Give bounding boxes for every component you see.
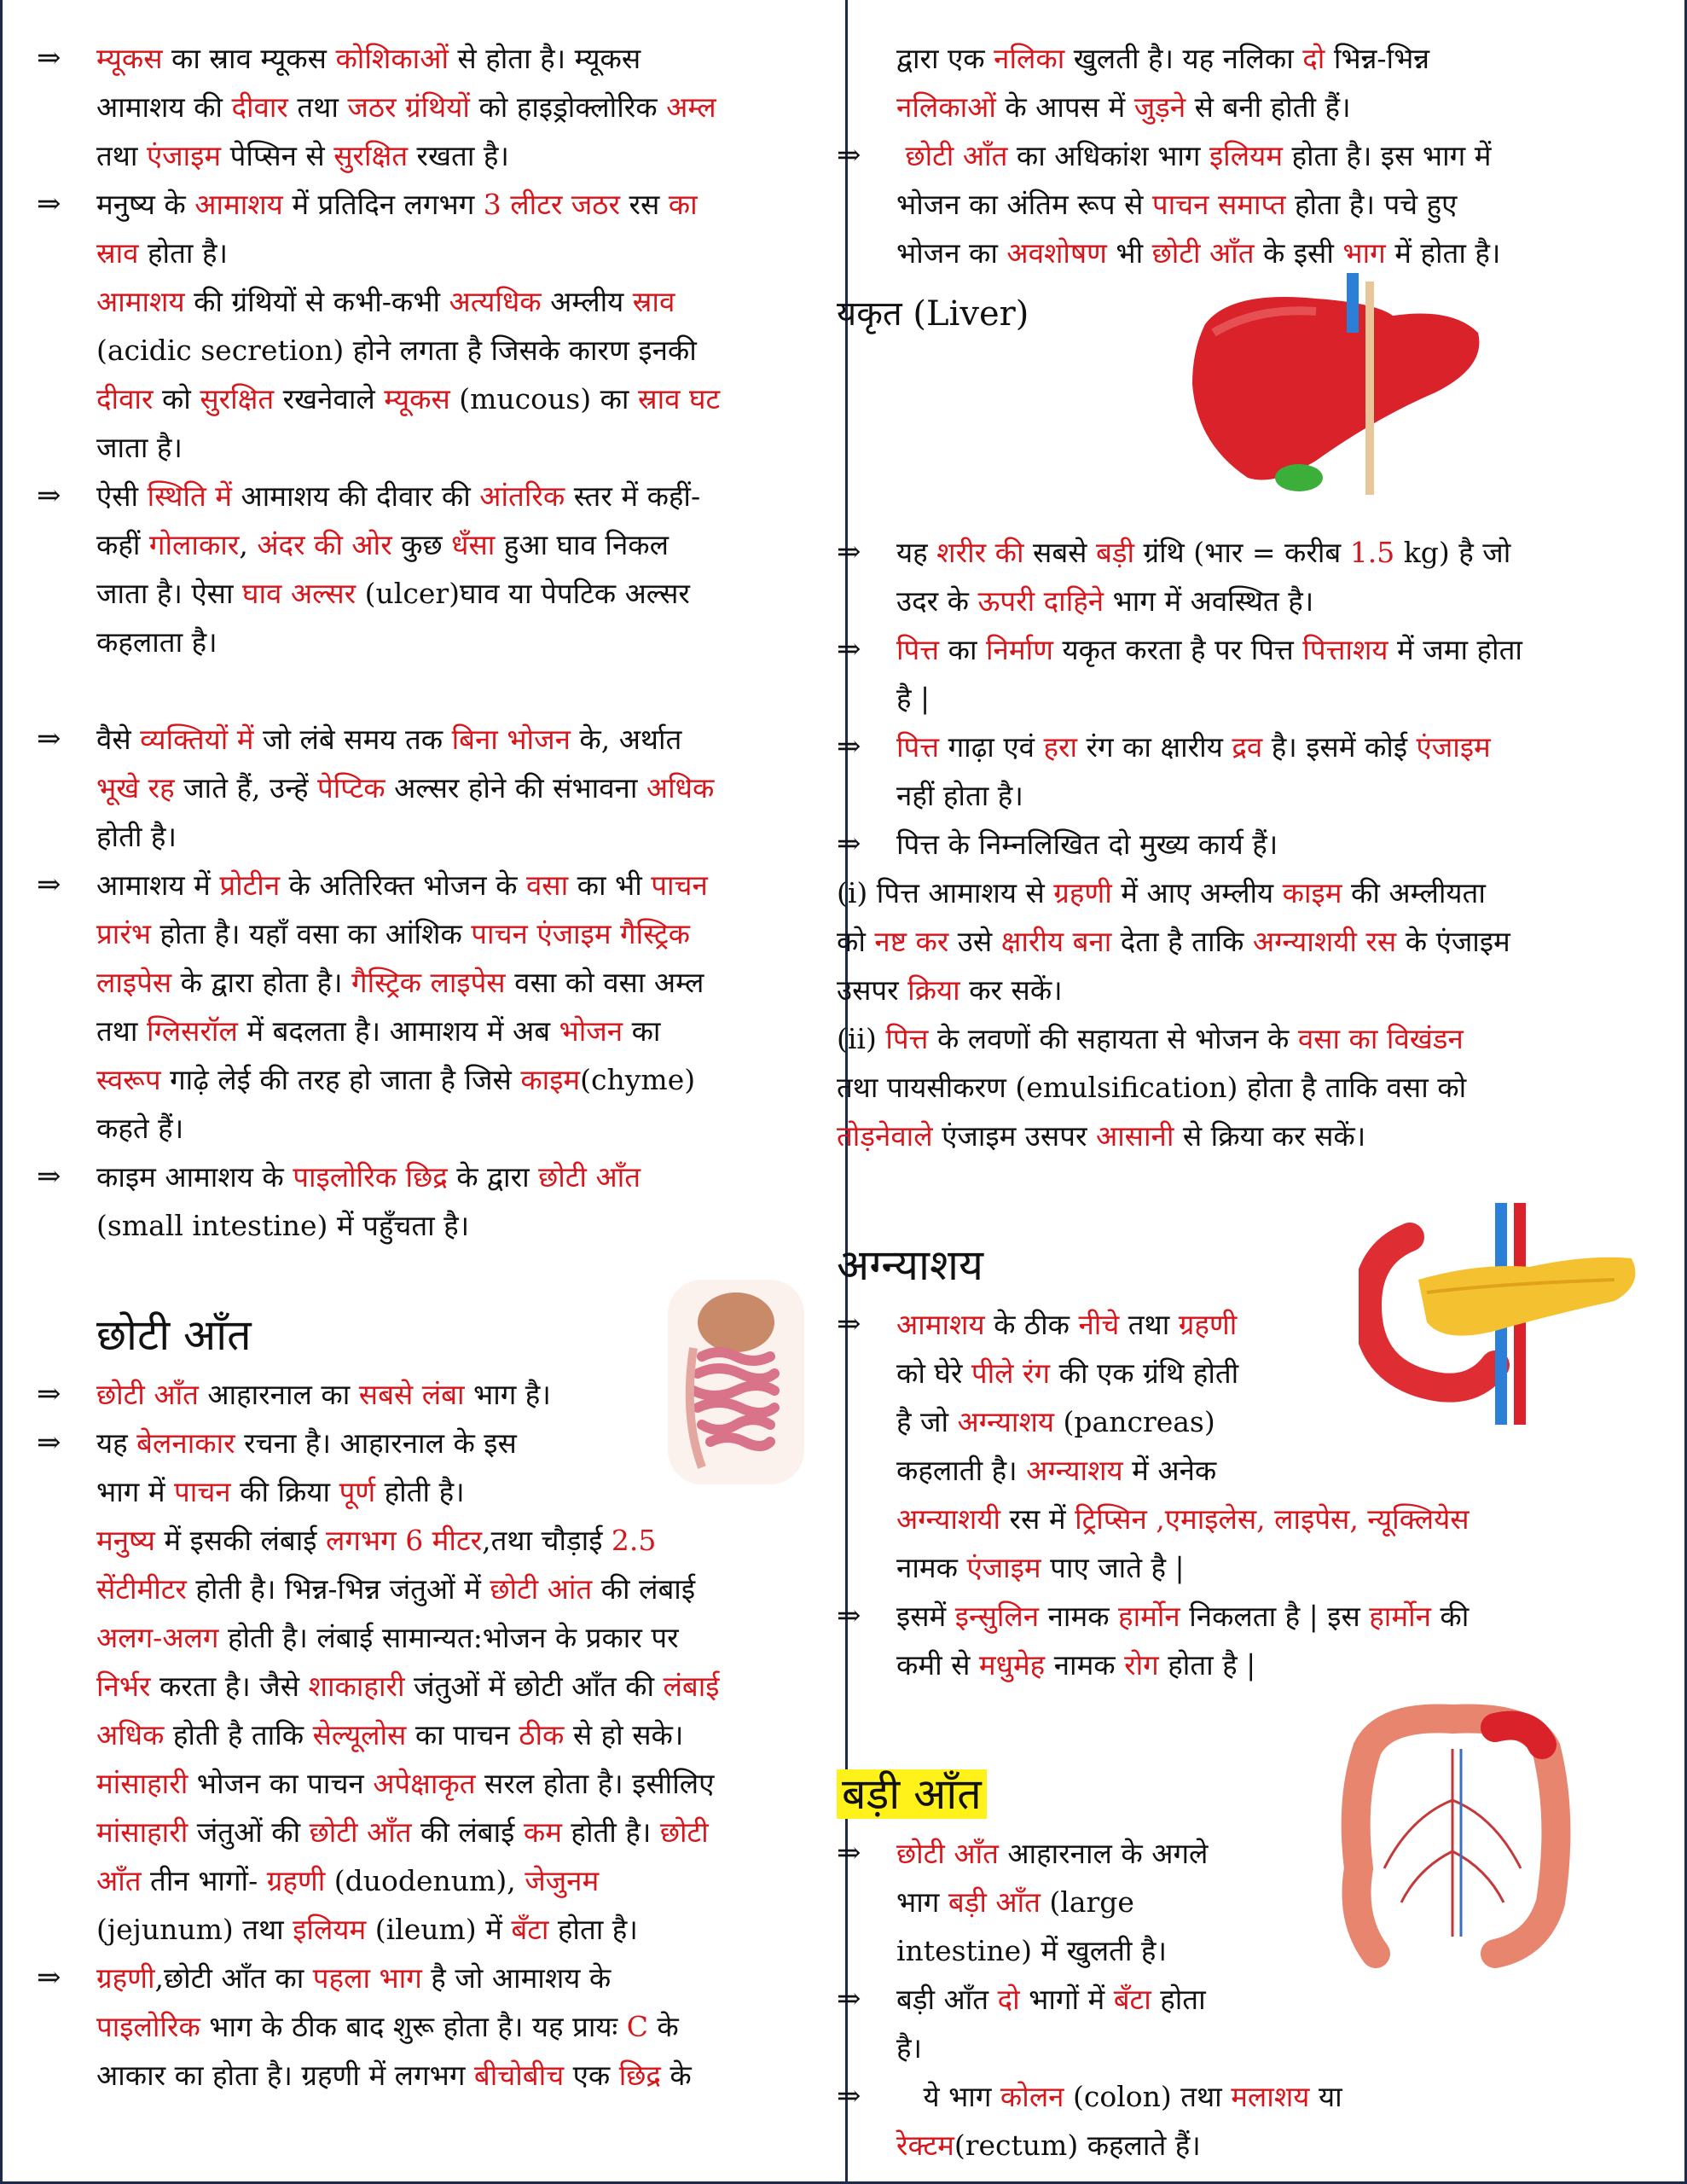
text-line: नहीं होता है।: [896, 779, 1023, 812]
text-line: अधिक होती है ताकि सेल्यूलोस का पाचन ठीक से हो सके।: [96, 1718, 684, 1751]
text-line: काइम आमाशय के पाइलोरिक छिद्र के द्वारा छोटी आँत: [96, 1160, 641, 1194]
text-line: आमाशय की ग्रंथियों से कभी-कभी अत्यधिक अम्लीय स्राव: [96, 285, 675, 318]
text-line: अग्न्याशयी रस में ट्रिप्सिन ,एमाइलेस, लाइपेस, न्यूक्लियेस: [896, 1502, 1470, 1536]
text-line: बड़ी आँत दो भागों में बँटा होता: [896, 1983, 1206, 2016]
double-arrow-icon: ⇒: [837, 632, 861, 666]
bullet-block: [37, 34, 813, 180]
text-line: मांसाहारी जंतुओं की छोटी आँत की लंबाई कम होती है। छोटी: [96, 1815, 709, 1849]
left-column: [37, 34, 813, 2100]
text-line: कहीं गोलाकार, अंदर की ओर कुछ धँसा हुआ घाव निकल: [96, 528, 670, 561]
text-line: पित्त का निर्माण यकृत करता है पर पित्त पित्ताशय में जमा होता: [896, 633, 1522, 666]
text-line: जाता है।: [96, 431, 183, 464]
double-arrow-icon: ⇒: [37, 1426, 61, 1460]
text-line: आँत तीन भागों- ग्रहणी (duodenum), जेजुनम: [96, 1864, 600, 1897]
text-line: उदर के ऊपरी दाहिने भाग में अवस्थित है।: [896, 584, 1314, 618]
double-arrow-icon: ⇒: [37, 1159, 61, 1194]
bullet-block: [37, 472, 813, 666]
pancreas-illustration: [1359, 1203, 1649, 1425]
section-heading-large-intestine: बड़ी आँत: [837, 1766, 1647, 1822]
text-line: अलग-अलग होती है। लंबाई सामान्यत:भोजन के प्रकार पर: [96, 1621, 679, 1654]
double-arrow-icon: ⇒: [37, 1377, 61, 1411]
text-line: है जो अग्न्याशय (pancreas): [896, 1405, 1215, 1438]
text-line: मांसाहारी भोजन का पाचन अपेक्षाकृत सरल होता है। इसीलिए: [96, 1767, 715, 1800]
text-line: द्वारा एक नलिका खुलती है। यह नलिका दो भिन्न-भिन्न: [896, 42, 1430, 75]
text-line: तोड़नेवाले एंजाइम उसपर आसानी से क्रिया कर सकें।: [837, 1119, 1366, 1153]
text-line: रेक्टम(rectum) कहलाते हैं।: [896, 2129, 1201, 2162]
text-line: है।: [896, 2031, 923, 2065]
bullet-block: [837, 1592, 1647, 1689]
text-line: आमाशय के ठीक नीचे तथा ग्रहणी: [896, 1308, 1238, 1341]
double-arrow-icon: ⇒: [37, 1960, 61, 1995]
text-line: intestine) में खुलती है।: [896, 1934, 1167, 1967]
text-line: तथा एंजाइम पेप्सिन से सुरक्षित रखता है।: [96, 139, 509, 172]
text-line: को नष्ट कर उसे क्षारीय बना देता है ताकि अग्न्याशयी रस के एंजाइम: [837, 925, 1510, 958]
text-line: वैसे व्यक्तियों में जो लंबे समय तक बिना भोजन के, अर्थात: [96, 723, 682, 756]
text-line: कमी से मधुमेह नामक रोग होता है |: [896, 1648, 1256, 1682]
text-line: भाग में पाचन की क्रिया पूर्ण होती है।: [96, 1475, 465, 1508]
double-arrow-icon: ⇒: [37, 41, 61, 75]
text-line: (jejunum) तथा इलियम (ileum) में बँटा होता है।: [96, 1913, 638, 1946]
text-line: कहलाता है।: [96, 625, 217, 659]
double-arrow-icon: ⇒: [837, 1836, 861, 1870]
text-line: लाइपेस के द्वारा होता है। गैस्ट्रिक लाइपेस वसा को वसा अम्ल: [96, 966, 704, 999]
text-line: कहलाती है। अग्न्याशय में अनेक: [896, 1454, 1217, 1487]
liver-illustration: [1180, 273, 1495, 503]
double-arrow-icon: ⇒: [37, 868, 61, 902]
text-line: आमाशय में प्रोटीन के अतिरिक्त भोजन के वसा का भी पाचन: [96, 868, 708, 902]
text-line: छोटी आँत का अधिकांश भाग इलियम होता है। इस भाग में: [905, 139, 1492, 172]
section-heading-pancreas: अग्न्याशय: [837, 1240, 983, 1290]
bullet-block: [37, 1954, 813, 2100]
small-intestine-illustration: [668, 1280, 804, 1484]
bullet-block: [837, 2072, 1647, 2169]
text-line: उसपर क्रिया कर सकें।: [837, 973, 1063, 1007]
double-arrow-icon: ⇒: [837, 1599, 861, 1633]
text-line: मनुष्य में इसकी लंबाई लगभग 6 मीटर,तथा चौड़ाई 2.5: [96, 1524, 657, 1557]
section-heading-liver: यकृत (Liver): [837, 294, 1029, 334]
bullet-block: [837, 723, 1647, 820]
double-arrow-icon: ⇒: [837, 138, 861, 172]
text-line: होती है।: [96, 820, 177, 853]
text-line: कहते हैं।: [96, 1112, 184, 1145]
text-line: (ii) पित्त के लवणों की सहायता से भोजन के वसा का विखंडन: [837, 1022, 1464, 1055]
text-line: (i) पित्त आमाशय से ग्रहणी में आए अम्लीय काइम की अम्लीयता: [837, 876, 1486, 909]
text-line: भाग बड़ी आँत (large: [896, 1885, 1134, 1919]
bullet-block: [37, 1153, 813, 1250]
double-arrow-icon: ⇒: [37, 479, 61, 513]
text-line: (small intestine) में पहुँचता है।: [96, 1209, 470, 1242]
double-arrow-icon: ⇒: [37, 187, 61, 221]
text-line: छोटी आँत आहारनाल के अगले: [896, 1837, 1209, 1870]
text-line: यह बेलनाकार रचना है। आहारनाल के इस: [96, 1426, 517, 1460]
text-line: स्राव होता है।: [96, 236, 228, 270]
section-heading-small-intestine: छोटी आँत: [96, 1310, 252, 1360]
text-line: पाइलोरिक भाग के ठीक बाद शुरू होता है। यह प्रायः C के: [96, 2010, 679, 2043]
bullet-block: [37, 861, 813, 1153]
text-line: सेंटीमीटर होती है। भिन्न-भिन्न जंतुओं में छोटी आंत की लंबाई: [96, 1572, 696, 1606]
text-line: नामक एंजाइम पाए जाते है |: [896, 1551, 1185, 1584]
text-line: आकार का होता है। ग्रहणी में लगभग बीचोबीच एक छिद्र के: [96, 2059, 692, 2092]
double-arrow-icon: ⇒: [837, 535, 861, 569]
text-line: को घेरे पीले रंग की एक ग्रंथि होती: [896, 1356, 1239, 1390]
text-line: नलिकाओं के आपस में जुड़ने से बनी होती हैं।: [896, 90, 1351, 124]
text-line: भोजन का अवशोषण भी छोटी आँत के इसी भाग में होता है।: [896, 236, 1501, 270]
double-arrow-icon: ⇒: [837, 2079, 861, 2113]
text-line: ग्रहणी,छोटी आँत का पहला भाग है जो आमाशय के: [96, 1961, 612, 1995]
text-line: तथा पायसीकरण (emulsification) होता है ताकि वसा को: [837, 1071, 1467, 1104]
text-line: दीवार को सुरक्षित रखनेवाले म्यूकस (mucous) का स्राव घट: [96, 382, 721, 415]
text-line: जाता है। ऐसा घाव अल्सर (ulcer)घाव या पेपटिक अल्सर: [96, 577, 690, 610]
continued-block: [896, 34, 1647, 131]
text-line: पित्त के निम्नलिखित दो मुख्य कार्य हैं।: [896, 828, 1278, 861]
large-intestine-illustration: [1325, 1698, 1580, 1971]
bullet-block: [37, 715, 813, 861]
text-line: छोटी आँत आहारनाल का सबसे लंबा भाग है।: [96, 1378, 551, 1411]
text-line: स्वरूप गाढ़े लेई की तरह हो जाता है जिसे काइम(chyme): [96, 1063, 696, 1096]
text-line: इसमें इन्सुलिन नामक हार्मोन निकलता है | इस हार्मोन की: [896, 1600, 1470, 1633]
text-line: ऐसी स्थिति में आमाशय की दीवार की आंतरिक स्तर में कहीं-: [96, 479, 701, 513]
text-line: प्रारंभ होता है। यहाँ वसा का आंशिक पाचन एंजाइम गैस्ट्रिक: [96, 917, 690, 950]
double-arrow-icon: ⇒: [837, 1982, 861, 2016]
plain-paragraph: [837, 868, 1647, 1160]
text-line: म्यूकस का स्राव म्यूकस कोशिकाओं से होता है। म्यूकस: [96, 42, 641, 75]
text-line: है |: [896, 682, 930, 715]
bullet-block: [37, 180, 813, 472]
text-line: यह शरीर की सबसे बड़ी ग्रंथि (भार = करीब 1.5 kg) है जो: [896, 536, 1511, 569]
bullet-block: [837, 528, 1647, 625]
text-line: भोजन का अंतिम रूप से पाचन समाप्त होता है। पचे हुए: [896, 188, 1458, 221]
text-line: भूखे रह जाते हैं, उन्हें पेप्टिक अल्सर होने की संभावना अधिक: [96, 771, 715, 804]
bullet-block: [837, 625, 1647, 723]
bullet-block: [837, 131, 1647, 277]
double-arrow-icon: ⇒: [837, 1307, 861, 1341]
text-line: (acidic secretion) होने लगता है जिसके कारण इनकी: [96, 334, 697, 367]
bullet-block: [837, 1975, 1647, 2072]
text-line: आमाशय की दीवार तथा जठर ग्रंथियों को हाइड्रोक्लोरिक अम्ल: [96, 90, 716, 124]
bullet-block: [37, 1419, 813, 1954]
text-line: पित्त गाढ़ा एवं हरा रंग का क्षारीय द्रव है। इसमें कोई एंजाइम: [896, 730, 1491, 764]
text-line: तथा ग्लिसरॉल में बदलता है। आमाशय में अब भोजन का: [96, 1014, 661, 1048]
text-line: मनुष्य के आमाशय में प्रतिदिन लगभग 3 लीटर जठर रस का: [96, 188, 698, 221]
double-arrow-icon: ⇒: [837, 729, 861, 764]
double-arrow-icon: ⇒: [37, 722, 61, 756]
text-line: ये भाग कोलन (colon) तथा मलाशय या: [896, 2080, 1342, 2113]
double-arrow-icon: ⇒: [837, 827, 861, 861]
bullet-block: [837, 820, 1647, 868]
text-line: निर्भर करता है। जैसे शाकाहारी जंतुओं में छोटी आँत की लंबाई: [96, 1670, 720, 1703]
